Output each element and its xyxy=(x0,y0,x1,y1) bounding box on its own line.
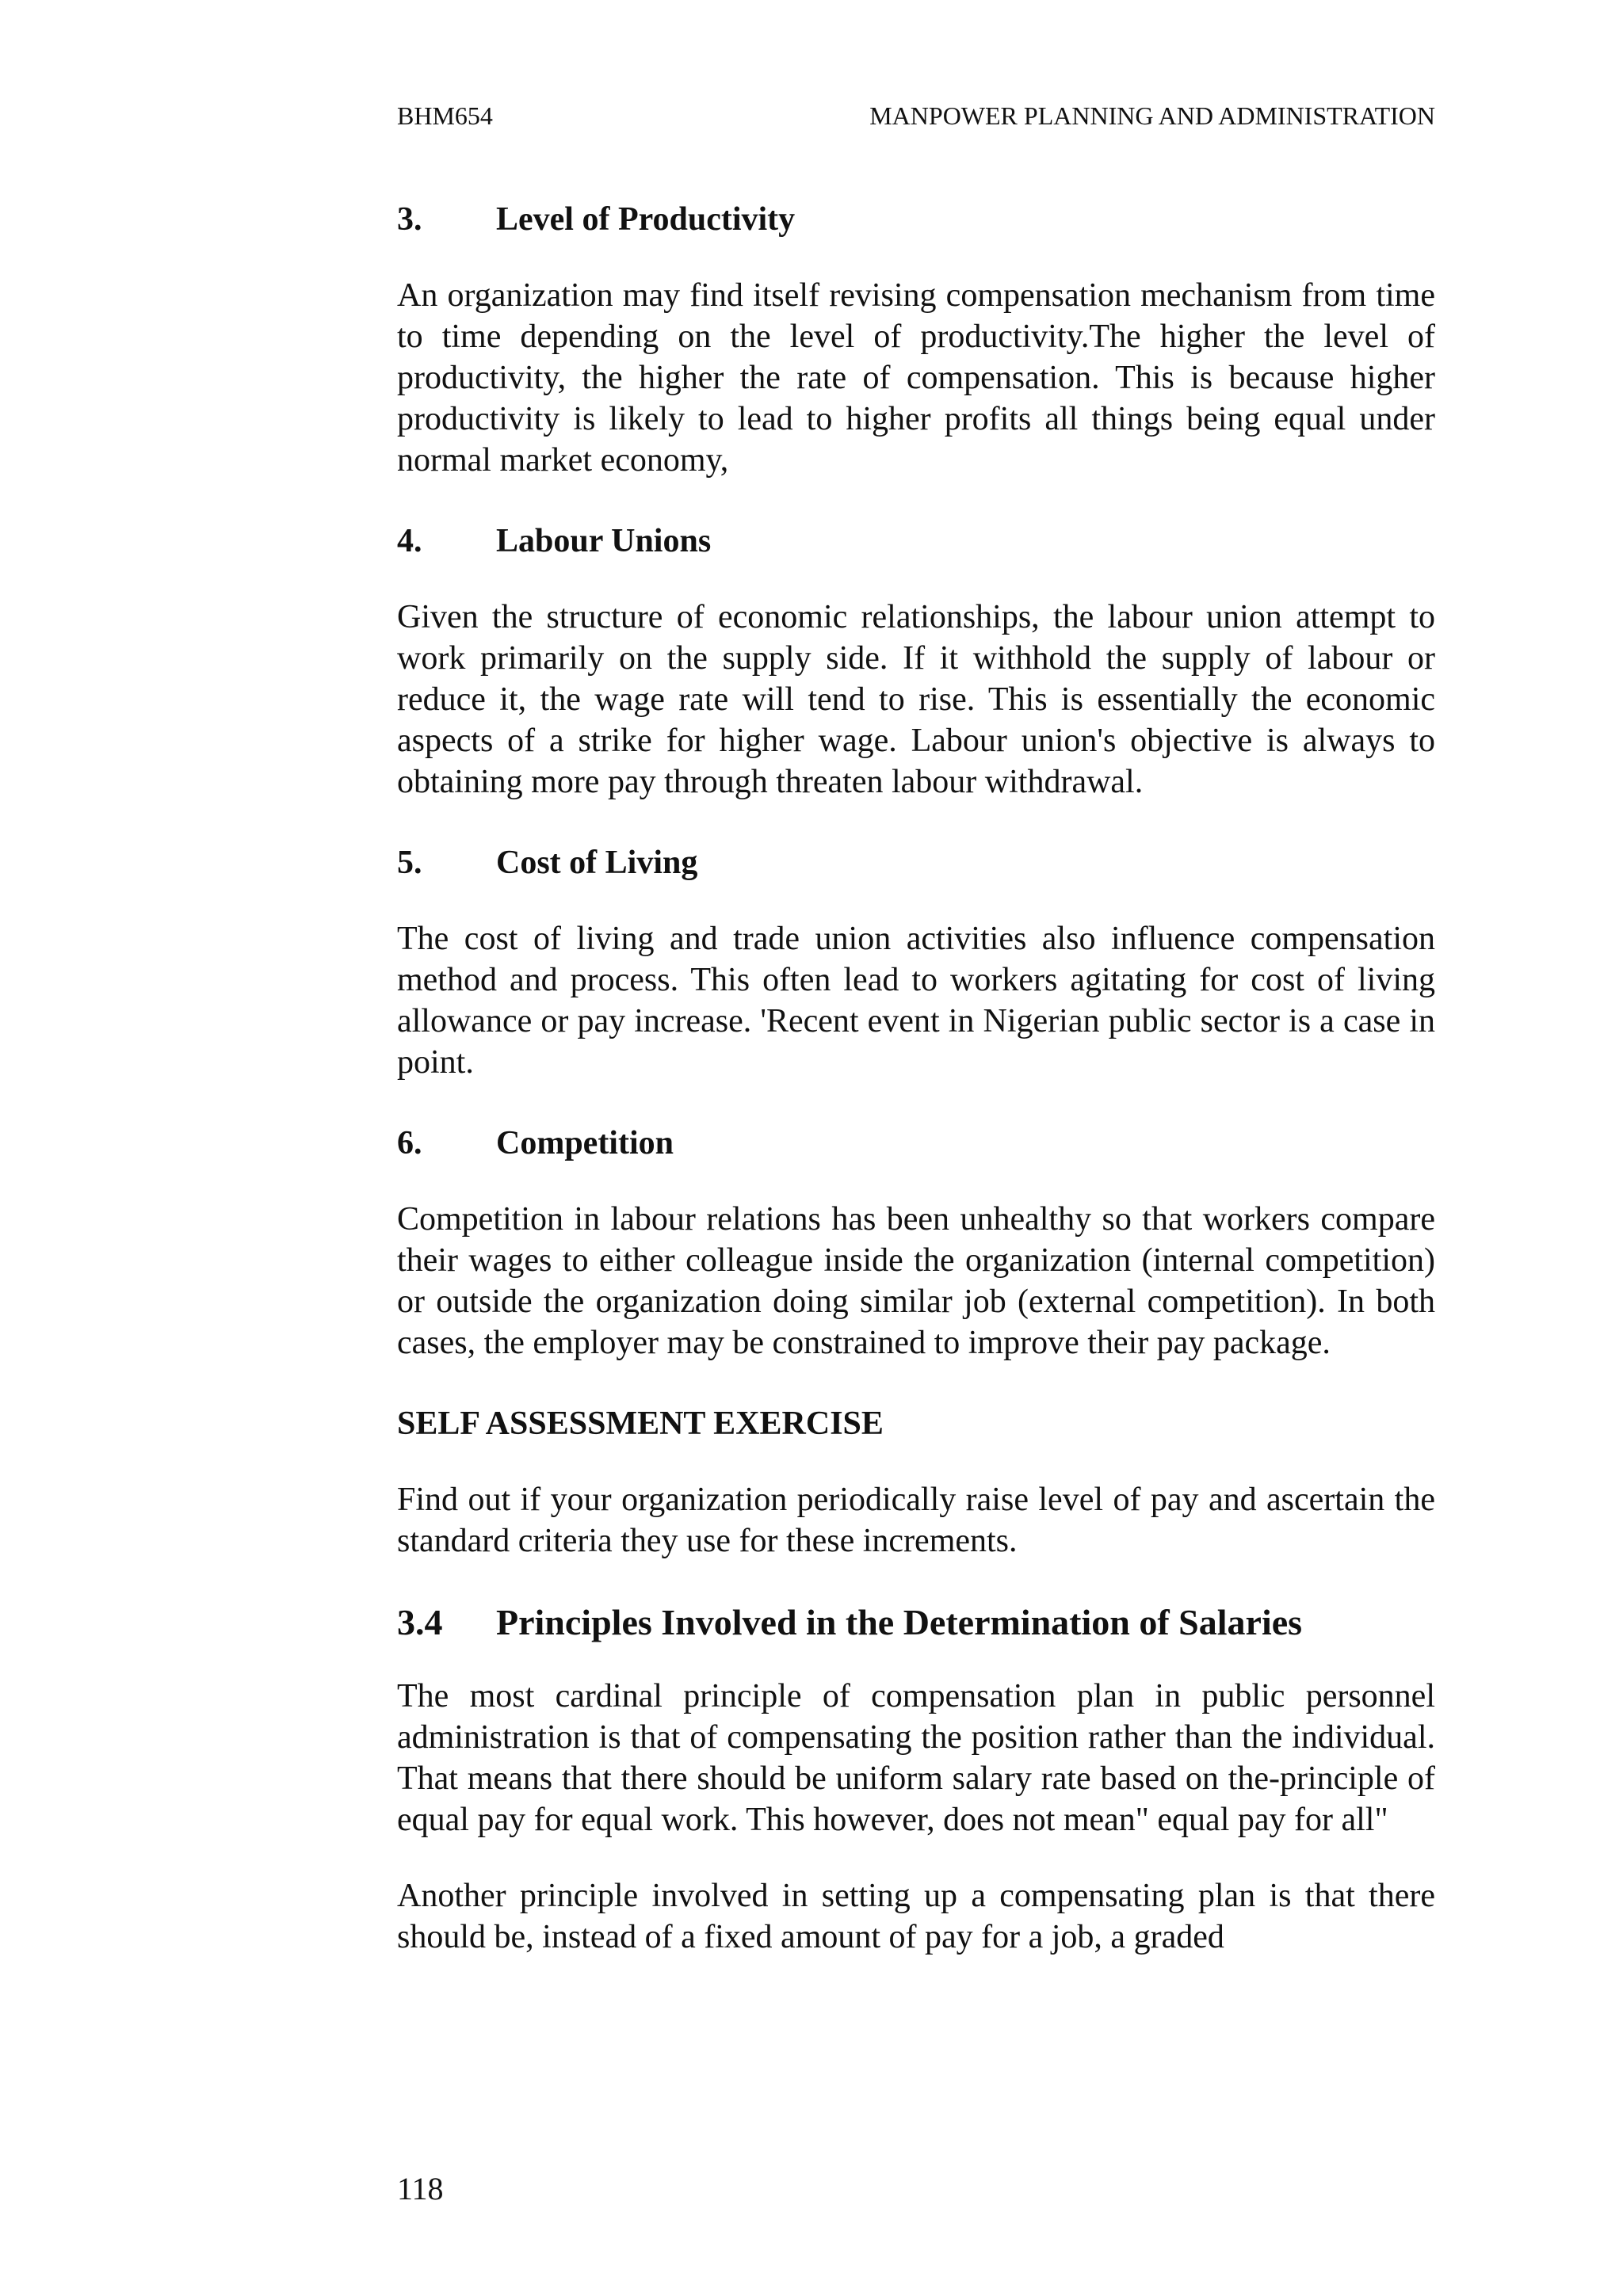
body-paragraph: Another principle involved in setting up a compensating plan is that there should be, instead of a fixed amount of pay for a job, a graded xyxy=(397,1878,1435,1955)
course-title: MANPOWER PLANNING AND ADMINISTRATION xyxy=(869,101,1435,130)
section-heading-level-of-productivity xyxy=(397,194,1435,245)
section-heading-cost-of-living xyxy=(397,837,1435,888)
body-paragraph: The most cardinal principle of compensation plan in public personnel administration is that of compensating the position rather than the individual. That means that there should be uniform salary rate based on the-principle of equal pay for equal work. This however, does not mean" equal pay for all" xyxy=(397,1678,1435,1838)
page-content xyxy=(397,194,1435,1993)
major-section-number: 3.4 xyxy=(397,1602,443,1642)
section-heading-competition xyxy=(397,1118,1435,1169)
section-number: 3. xyxy=(397,201,422,238)
running-header xyxy=(397,98,1435,133)
body-paragraph: Given the structure of economic relationships, the labour union attempt to work primarily on the supply side. If it withhold the supply of labour or reduce it, the wage rate will tend to rise. This is essentially the economic aspects of a strike for higher wage. Labour union's objective is always to obtaining more pay through threaten labour withdrawal. xyxy=(397,599,1435,800)
section-title: Labour Unions xyxy=(496,523,712,559)
body-paragraph: An organization may find itself revising compensation mechanism from time to time depending on the level of productivity.The higher the level of productivity, the higher the rate of compensation. This is because higher productivity is likely to lead to higher profits all things being equal under normal market economy, xyxy=(397,277,1435,479)
section-heading-labour-unions xyxy=(397,516,1435,566)
body-paragraph: The cost of living and trade union activities also influence compensation method and process. This often lead to workers agitating for cost of living allowance or pay increase. 'Recent event in Nigerian public sector is a case in point. xyxy=(397,921,1435,1081)
body-paragraph: Competition in labour relations has been unhealthy so that workers compare their wages to either colleague inside the organization (internal competition) or outside the organization doing similar job (external competition). In both cases, the employer may be constrained to improve their pay package. xyxy=(397,1201,1435,1361)
section-title: Level of Productivity xyxy=(496,201,796,238)
section-number: 5. xyxy=(397,845,422,881)
major-section-heading xyxy=(397,1596,1435,1649)
exercise-heading: SELF ASSESSMENT EXERCISE xyxy=(397,1405,884,1442)
section-title: Competition xyxy=(496,1125,674,1161)
section-number: 4. xyxy=(397,523,422,559)
page-number: 118 xyxy=(397,2171,444,2206)
section-title: Cost of Living xyxy=(496,845,698,881)
section-number: 6. xyxy=(397,1125,422,1161)
exercise-text: Find out if your organization periodically raise level of pay and ascertain the standard criteria they use for these increments. xyxy=(397,1482,1435,1559)
major-section-title: Principles Involved in the Determination of Salaries xyxy=(496,1602,1303,1642)
course-code: BHM654 xyxy=(397,101,493,130)
